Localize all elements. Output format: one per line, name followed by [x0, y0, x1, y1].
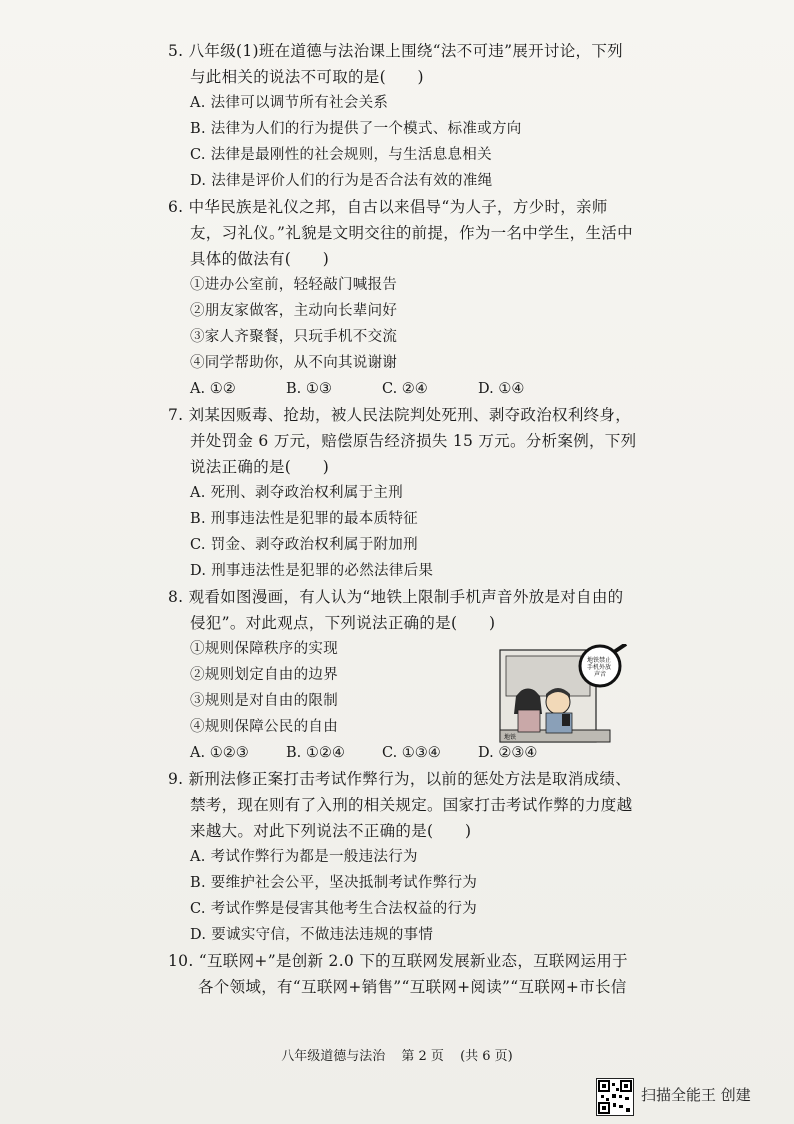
question-10: [168, 948, 638, 1000]
question-6-item-4: ④同学帮助你，从不向其说谢谢: [190, 355, 398, 371]
question-8-item-4: ④规则保障公民的自由: [190, 719, 338, 735]
question-5-option-c: C. 法律是最刚性的社会规则，与生活息息相关: [190, 147, 492, 163]
question-6-choices: [168, 376, 638, 402]
question-9-stem: 9. 新刑法修正案打击考试作弊行为，以前的惩处方法是取消成绩、禁考，现在则有了入刑的相关规定。国家打击考试作弊的力度越来越大。对此下列说法不正确的是( ): [168, 770, 633, 840]
question-column: [168, 38, 638, 1000]
question-5-option-d: D. 法律是评价人们的行为是否合法有效的准绳: [190, 173, 493, 189]
question-8-choice-a: A. ①②③: [190, 745, 249, 761]
question-9-option-c: C. 考试作弊是侵害其他考生合法权益的行为: [190, 901, 478, 917]
question-7-option-a: A. 死刑、剥夺政治权利属于主刑: [190, 485, 403, 501]
footer-page-number: 第 2 页: [401, 1049, 444, 1064]
question-6-item-2: ②朋友家做客，主动向长辈问好: [190, 303, 398, 319]
question-9-option-a: A. 考试作弊行为都是一般违法行为: [190, 849, 418, 865]
comic-subway-label: 地铁: [504, 734, 517, 741]
qr-code-icon: [596, 1078, 634, 1116]
comic-sign-line-2: 手机外放: [587, 664, 612, 671]
question-9-option-d: D. 要诚实守信，不做违法违规的事情: [190, 927, 434, 943]
question-7-option-b: B. 刑事违法性是犯罪的最本质特征: [190, 511, 418, 527]
comic-magnifier-handle: [614, 644, 626, 652]
question-10-stem: 10. “互联网+”是创新 2.0 下的互联网发展新业态，互联网运用于各个领域，有“互联网+销售”“互联网+阅读”“互联网+市长信: [168, 952, 628, 996]
question-6-item-1: ①进办公室前，轻轻敲门喊报告: [190, 277, 398, 293]
question-5-option-a: A. 法律可以调节所有社会关系: [190, 95, 389, 111]
question-9-option-b: B. 要维护社会公平，坚决抵制考试作弊行为: [190, 875, 478, 891]
comic-phone-icon: [562, 714, 570, 726]
question-8-choice-b: B. ①②④: [286, 745, 345, 761]
question-8-item-2: ②规则划定自由的边界: [190, 667, 338, 683]
question-5-option-b: B. 法律为人们的行为提供了一个模式、标准或方向: [190, 121, 522, 137]
question-8-item-3: ③规则是对自由的限制: [190, 693, 338, 709]
comic-girl-body: [518, 710, 540, 732]
question-8-choice-d: D. ②③④: [478, 745, 538, 761]
question-7-option-d: D. 刑事违法性是犯罪的必然法律后果: [190, 563, 434, 579]
question-8-choice-c: C. ①③④: [382, 745, 441, 761]
footer-page-total: (共 6 页): [460, 1049, 513, 1064]
question-8-stem: 8. 观看如图漫画，有人认为“地铁上限制手机声音外放是对自由的侵犯”。对此观点，下列说法正确的是( ): [168, 588, 624, 632]
question-6: [168, 194, 638, 402]
question-6-choice-b: B. ①③: [286, 381, 332, 397]
footer-subject: 八年级道德与法治: [281, 1049, 386, 1064]
subway-comic-illustration: [498, 644, 628, 756]
comic-window-pane: [506, 656, 590, 696]
question-9: [168, 766, 638, 948]
page-footer: [0, 1045, 794, 1064]
question-6-choice-d: D. ①④: [478, 381, 525, 397]
question-6-item-3: ③家人齐聚餐，只玩手机不交流: [190, 329, 398, 345]
question-7: [168, 402, 638, 584]
question-8-item-1: ①规则保障秩序的实现: [190, 641, 338, 657]
question-5-stem: 5. 八年级(1)班在道德与法治课上围绕“法不可违”展开讨论，下列与此相关的说法不可取的是( ): [168, 42, 623, 86]
question-8: [168, 584, 638, 766]
question-6-stem: 6. 中华民族是礼仪之邦，自古以来倡导“为人子，方少时，亲师友，习礼仪。”礼貌是文明交往的前提，作为一名中学生，生活中具体的做法有( ): [168, 198, 633, 268]
question-5: [168, 38, 638, 194]
question-6-choice-c: C. ②④: [382, 381, 428, 397]
scanner-watermark: 扫描全能王 创建: [641, 1086, 751, 1104]
comic-sign-line-3: 声音: [593, 671, 607, 678]
question-6-choice-a: A. ①②: [190, 381, 236, 397]
question-7-option-c: C. 罚金、剥夺政治权利属于附加刑: [190, 537, 418, 553]
comic-sign-line-1: 地铁禁止: [587, 657, 612, 664]
question-7-stem: 7. 刘某因贩毒、抢劫，被人民法院判处死刑、剥夺政治权利终身，并处罚金 6 万元，赔偿原告经济损失 15 万元。分析案例，下列说法正确的是( ): [168, 406, 637, 476]
